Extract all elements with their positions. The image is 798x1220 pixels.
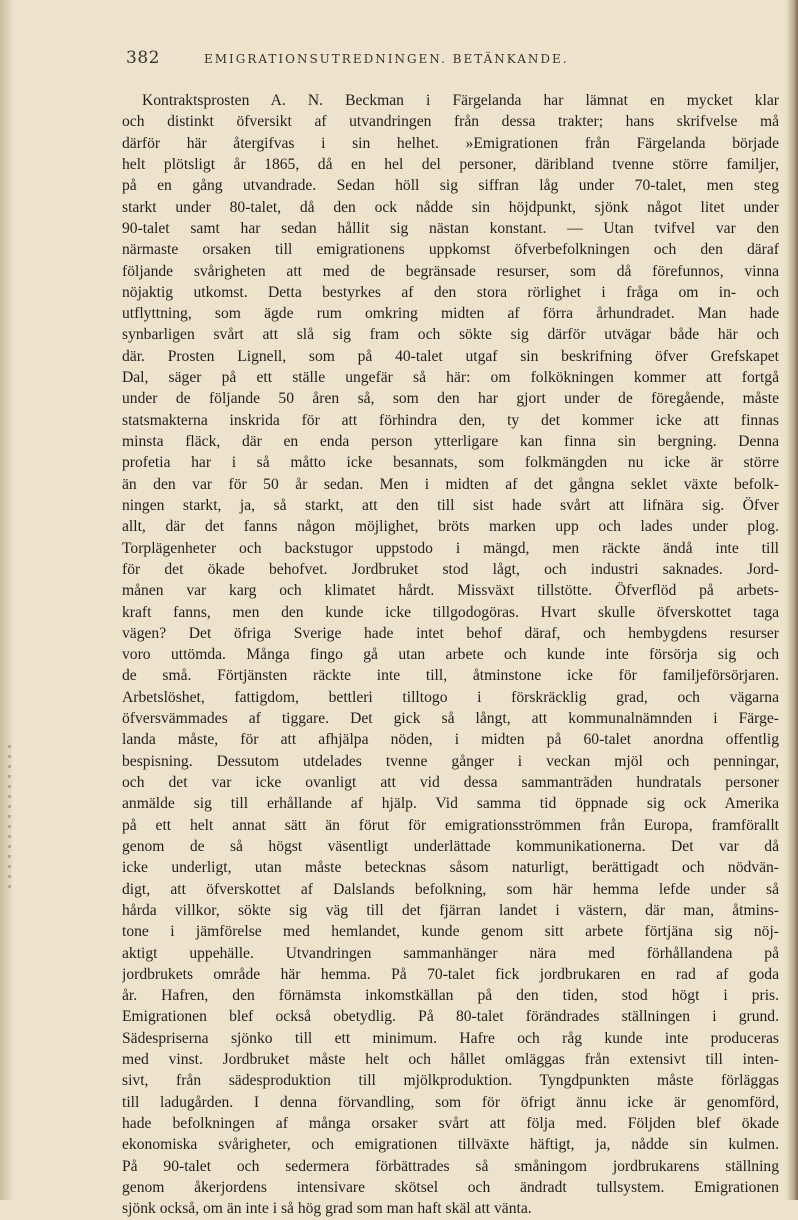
text-line: hade befolkningen af många orsaker svårt att följa med. Följden blef ökade bbox=[122, 1115, 779, 1132]
text-line: synbarligen svårt att slå sig fram och sökte sig därför utvägar både här och bbox=[122, 326, 779, 344]
text-line: månen var karg och klimatet hårdt. Missväxt tillstötte. Öfverflöd på arbets- bbox=[122, 582, 779, 600]
text-line: tone i jämförelse med hemlandet, kunde genom sitt arbete förtjäna sig nöj- bbox=[122, 923, 779, 941]
text-line: aktigt uppehälle. Utvandringen sammanhänger nära med förhållandena på bbox=[122, 944, 779, 962]
text-line: starkt under 80-talet, då den ock nådde sin höjdpunkt, sjönk något litet under bbox=[122, 198, 779, 216]
text-line: profetia har i så måtto icke besannats, som folkmängden nu icke är större bbox=[122, 454, 779, 472]
text-line: Dal, säger på ett ställe ungefär så här: om folkökningen kommer att fortgå bbox=[122, 369, 779, 387]
text-line: än den var för 50 år sedan. Men i midten af det gångna seklet växte befolk- bbox=[122, 475, 779, 493]
text-line: på en gång utvandrade. Sedan höll sig siffran låg under 70-talet, men steg bbox=[122, 177, 779, 195]
text-line: Torplägenheter och backstugor uppstodo i mängd, men räckte ändå inte till bbox=[122, 539, 779, 557]
text-line: till ladugården. I denna förvandling, som för öfrigt ännu icke är genomförd, bbox=[122, 1093, 779, 1111]
page-edge bbox=[786, 0, 798, 1200]
text-line: under de följande 50 åren så, som den har gjort under de föregående, måste bbox=[122, 390, 779, 408]
text-line: hårda villkor, sökte sig väg till det fjärran landet i västern, där man, åtmins- bbox=[122, 901, 779, 919]
text-line: statsmakterna inskrida för att förhindra den, ty det kommer icke att finnas bbox=[122, 411, 779, 429]
text-line: och det var icke ovanligt att vid dessa sammanträden hundratals personer bbox=[122, 774, 779, 791]
text-line: på ett helt annat sätt än förut för emigrationsströmmen från Europa, framförallt bbox=[122, 816, 779, 834]
body-text bbox=[122, 90, 779, 1220]
text-line: sjönk också, om än inte i så hög grad som man haft skäl att vänta. bbox=[122, 1200, 532, 1218]
text-line: ningen starkt, ja, så starkt, att den till sist hade svårt att lifnära sig. Öfver bbox=[122, 496, 779, 514]
page-number: 382 bbox=[126, 48, 160, 68]
text-line: nöjaktig utkomst. Detta bestyrkes af den stora rörlighet i fråga om in- och bbox=[122, 283, 779, 301]
text-line: Sädespriserna sjönko till ett minimum. Hafre och råg kunde inte produceras bbox=[122, 1029, 779, 1047]
text-line: Emigrationen blef också obetydlig. På 80-talet förändrades ställningen i grund. bbox=[122, 1008, 779, 1026]
text-line: Kontraktsprosten A. N. Beckman i Färgelanda har lämnat en mycket klar bbox=[142, 92, 779, 109]
text-line: bespisning. Dessutom utdelades tvenne gånger i veckan mjöl och penningar, bbox=[122, 752, 779, 770]
text-line: helt plötsligt år 1865, då en hel del personer, däribland tvenne större familjer, bbox=[122, 155, 779, 173]
text-line: och distinkt öfversikt af utvandringen från dessa trakter; hans skrifvelse må bbox=[122, 113, 779, 131]
text-line: genom åkerjordens intensivare skötsel och ändradt tullsystem. Emigrationen bbox=[122, 1178, 779, 1196]
text-line: genom de så högst väsentligt underlättade kommunikationerna. Det var då bbox=[122, 837, 779, 855]
text-line: därför här återgifvas i sin helhet. »Emigrationen från Färgelanda började bbox=[122, 134, 779, 152]
text-line: jordbrukets område här hemma. På 70-talet fick jordbrukaren en rad af goda bbox=[122, 965, 779, 983]
text-line: de små. Förtjänsten räckte inte till, åtminstone icke för familjeförsörjaren. bbox=[122, 667, 779, 685]
text-line: anmälde sig till erhållande af hjälp. Vid samma tid öppnade sig ock Amerika bbox=[122, 795, 779, 813]
text-line: voro uttömda. Många fingo gå utan arbete och kunde inte försörja sig och bbox=[122, 646, 779, 664]
text-line: där. Prosten Lignell, som på 40-talet utgaf sin beskrifning öfver Grefskapet bbox=[122, 347, 779, 365]
text-line: 90-talet samt har sedan hållit sig nästan konstant. — Utan tvifvel var den bbox=[122, 219, 779, 237]
text-line: utflyttning, som ägde rum omkring midten af förra århundradet. Man hade bbox=[122, 305, 779, 323]
text-line: landa måste, för att afhjälpa nöden, i midten på 60-talet anordna offentlig bbox=[122, 731, 779, 749]
text-line: följande svårigheten att med de begränsade resurser, som då förefunnos, vinna bbox=[122, 262, 779, 280]
text-line: för det ökade behofvet. Jordbruket stod lågt, och industri saknades. Jord- bbox=[122, 560, 779, 578]
text-line: sivt, från sädesproduktion till mjölkproduktion. Tyngdpunkten måste förläggas bbox=[122, 1072, 779, 1090]
text-line: öfversvämmades af tiggare. Det gick så långt, att kommunalnämnden i Färge- bbox=[122, 710, 779, 728]
text-line: allt, där det fanns någon möjlighet, bröts marken upp och lades under plog. bbox=[122, 518, 779, 536]
text-line: år. Hafren, den förnämsta inkomstkällan på den tiden, stod högt i pris. bbox=[122, 987, 779, 1005]
page-shadow bbox=[0, 0, 14, 1200]
text-line: minsta fläck, där en enda person ytterligare kan finna sin bergning. Denna bbox=[122, 433, 779, 450]
text-line: med vinst. Jordbruket måste helt och hållet omläggas från extensivt till inten- bbox=[122, 1051, 779, 1069]
text-line: Arbetslöshet, fattigdom, bettleri tilltogo i förskräcklig grad, och vägarna bbox=[122, 688, 779, 706]
text-line: närmaste orsaken till emigrationens uppkomst öfverbefolkningen och den däraf bbox=[122, 241, 779, 259]
text-line: digt, att öfverskottet af Dalslands befolkning, som här hemma lefde under så bbox=[122, 880, 779, 898]
text-line: icke underligt, utan måste betecknas såsom naturligt, berättigadt och nödvän- bbox=[122, 859, 779, 877]
text-line: vägen? Det öfriga Sverige hade intet behof däraf, och hembygdens resurser bbox=[122, 624, 779, 642]
page-header bbox=[126, 48, 676, 72]
margin-marks bbox=[8, 745, 11, 895]
running-head: EMIGRATIONSUTREDNINGEN. BETÄNKANDE. bbox=[203, 52, 569, 66]
text-line: kraft fanns, men den kunde icke tillgodogöras. Hvart skulle öfverskottet taga bbox=[122, 603, 779, 621]
text-line: ekonomiska svårigheter, och emigrationen tillväxte häftigt, ja, nådde sin kulmen. bbox=[122, 1136, 779, 1154]
text-line: På 90-talet och sedermera förbättrades så småningom jordbrukarens ställning bbox=[122, 1157, 779, 1175]
